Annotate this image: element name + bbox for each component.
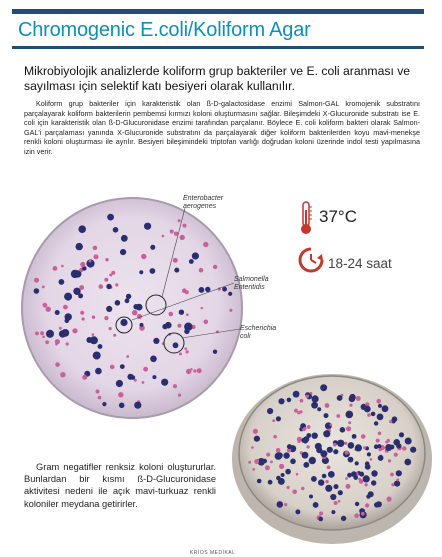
blue-colony [150,245,155,250]
pink-colony [199,268,204,273]
blue-colony [353,475,358,480]
blue-colony [309,495,313,499]
blue-colony [317,407,321,411]
blue-colony [313,502,319,508]
pink-colony [292,490,297,495]
blue-colony [325,485,332,492]
pink-colony [370,458,373,461]
pink-colony [354,513,359,518]
pink-colony [113,334,116,337]
blue-colony [337,440,344,447]
pink-colony [34,278,39,283]
blue-colony [318,479,324,485]
body-paragraph: Koliform grup bakteriler için karakteristik olan ß-D-galactosidase enzimi Salmon-GAL kromojenik substratını parçalayarak koliform bakterilerin pembemsi kırmızı koloni oluşturmasını sağlar. Bileşimdeki X-Glucuronide substratı ise E. coli için karakteristik olan ß-D-Glucuronidase enzimi tarafından parçalanır. Böylece E. coli koliform bakteri olarak Salmon-GAL'i parçalaması yanında X-Glucuronide substratını da parçalayarak diğer koliform bakterilerden koyu mavi-menekşe renkli koloni oluşturması ile ayrılır. Besiyeri bileşimindeki triptofan varlığı doğrudan koloni üzerinde indol testi yapılmasına izin verir. [24,99,420,156]
pink-colony [345,477,348,480]
blue-colony [330,494,336,500]
blue-colony [331,510,335,514]
blue-colony [347,473,352,478]
pink-colony [306,445,309,448]
blue-colony [139,270,143,274]
annotation-salmonella [234,276,269,292]
blue-colony [120,319,127,326]
pink-colony [376,399,381,404]
blue-colony [106,306,112,312]
pink-colony [266,453,270,457]
blue-colony [359,472,364,477]
blue-colony [371,480,376,485]
pink-colony [55,362,60,367]
pink-colony [367,413,371,417]
pink-colony [104,316,108,320]
pink-colony [378,432,382,436]
pink-colony [330,424,333,427]
pink-colony [301,487,304,490]
pink-colony [273,435,277,439]
blue-colony [346,411,354,419]
pink-colony [110,365,115,370]
blue-colony [283,452,289,458]
pink-colony [387,497,392,502]
pink-colony [179,352,182,355]
bottom-note: Gram negatifler renksiz koloni oluştururlar. Bunlardan bir kısmı ß-D-Glucuronidase aktivitesi nedeni ile açık mavi-turkuaz renkli koloniler meydana getirirler. [24,462,216,509]
pink-colony [336,414,340,418]
blue-colony [348,457,354,463]
blue-colony [228,292,232,296]
pink-colony [346,426,351,431]
blue-colony [312,395,319,402]
blue-colony [322,474,327,479]
blue-colony [173,342,179,348]
pink-colony [297,437,302,442]
blue-colony [355,502,359,506]
pink-colony [60,372,65,377]
pink-colony [193,369,196,372]
blue-colony [120,364,125,369]
pink-colony [348,421,351,424]
blue-colony [303,462,309,468]
pink-colony [325,403,330,408]
blue-colony [327,447,332,452]
blue-colony [262,459,267,464]
pink-colony [389,420,392,423]
pink-colony [174,232,178,236]
pink-colony [345,451,349,455]
pink-colony [126,355,129,358]
pink-colony [307,425,311,429]
blue-colony [334,484,339,489]
blue-colony [257,479,262,484]
pink-colony [82,375,87,380]
pink-colony [300,399,304,403]
header-top-bar [12,9,424,14]
pink-colony [197,368,202,373]
pink-colony [364,483,367,486]
pink-colony [183,224,187,228]
blue-colony [71,270,79,278]
blue-colony [363,475,370,482]
pink-colony [35,332,39,336]
blue-colony [290,459,296,465]
blue-colony [293,391,300,398]
blue-colony [374,421,378,425]
pink-colony [186,313,189,316]
pink-colony [358,478,361,481]
pink-colony [319,511,323,515]
blue-colony [107,214,114,221]
pink-colony [306,395,309,398]
blue-colony [349,394,355,400]
blue-colony [371,470,377,476]
blue-colony [184,323,192,331]
pink-colony [287,486,290,489]
blue-colony [311,476,317,482]
blue-colony [131,375,136,380]
blue-colony [278,398,284,404]
blue-colony [78,293,83,298]
pink-colony [93,246,98,251]
blue-colony [378,404,382,408]
pink-colony [284,503,287,506]
pink-colony [59,327,62,330]
blue-colony [396,443,401,448]
blue-colony [377,444,381,448]
annotation-enterobacter [183,195,223,211]
pink-colony [186,350,189,353]
pink-colony [333,443,337,447]
incubation-time: 18-24 saat [328,256,392,271]
pink-colony [327,466,331,470]
pink-colony [363,446,366,449]
pink-colony [178,219,181,222]
blue-colony [366,495,370,499]
blue-colony [341,516,346,521]
pink-colony [96,390,100,394]
footer-brand: KRİOS MEDİKAL [190,550,236,556]
pink-colony [201,307,203,309]
pink-colony [142,381,145,384]
blue-colony [390,445,395,450]
annotation-salmonella-genus: Salmonella [234,276,269,283]
blue-colony [337,395,343,401]
annotation-salmonella-species: Enteritidis [234,284,265,291]
blue-colony [95,368,102,375]
blue-colony [320,384,327,391]
pink-colony [109,327,112,330]
pink-colony [173,258,178,263]
pink-colony [143,367,148,372]
pink-colony [279,464,284,469]
pink-colony [300,410,303,413]
pink-colony [80,311,84,315]
pink-colony [272,419,275,422]
petri-dish-photo [230,361,435,546]
blue-colony [311,402,318,409]
blue-colony [281,473,285,477]
blue-colony [76,243,83,250]
blue-colony [125,298,130,303]
pink-colony [141,254,146,259]
pink-colony [386,439,390,443]
blue-colony [405,438,412,445]
pink-colony [265,465,270,470]
pink-colony [254,459,259,464]
blue-colony [365,461,370,466]
blue-colony [312,433,318,439]
blue-colony [150,268,156,274]
blue-colony [121,235,128,242]
blue-colony [302,452,309,459]
temperature-value: 37°C [319,207,357,226]
blue-colony [267,408,273,414]
pink-colony [338,500,341,503]
annotation-escherichia-species: coli [240,333,251,340]
blue-colony [134,402,141,409]
clock-icon [297,246,325,274]
blue-colony [338,490,343,495]
blue-colony [287,398,292,403]
blue-colony [165,322,172,329]
pink-colony [344,442,347,445]
pink-colony [229,309,232,312]
blue-colony [309,457,316,464]
pink-colony [66,342,69,345]
pink-colony [346,484,351,489]
blue-colony [394,481,400,487]
pink-colony [118,392,123,397]
pink-colony [248,461,251,464]
blue-colony [355,461,359,465]
blue-colony [333,449,338,454]
pink-colony [178,394,181,397]
blue-colony [278,478,285,485]
blue-colony [254,436,260,442]
header-divider [12,46,424,49]
pink-colony [46,307,51,312]
blue-colony [98,344,103,349]
blue-colony [378,455,384,461]
pink-colony [72,328,77,333]
blue-colony [295,509,300,514]
annotation-escherichia-genus: Escherichia [240,325,277,332]
blue-colony [119,403,125,409]
blue-colony [136,304,143,311]
blue-colony [126,294,131,299]
blue-colony [93,352,101,360]
blue-colony [324,413,329,418]
pink-colony [80,262,85,267]
pink-colony [99,284,104,289]
pink-colony [63,305,68,310]
blue-colony [102,402,106,406]
page-title: Chromogenic E.coli/Koliform Agar [18,19,311,41]
blue-colony [64,293,72,301]
blue-colony [396,470,402,476]
pink-colony [376,439,380,443]
pink-colony [89,260,92,263]
blue-colony [340,427,346,433]
blue-colony [276,416,281,421]
blue-colony [192,252,199,259]
pink-colony [394,453,398,457]
pink-colony [53,266,58,271]
pink-colony [303,427,306,430]
blue-colony [355,444,362,451]
petri-dish-illustration [12,188,252,428]
pink-colony [170,230,174,234]
blue-colony [404,459,411,466]
blue-colony [205,287,210,292]
blue-colony [161,379,168,386]
blue-colony [34,288,40,294]
pink-colony [162,235,165,238]
pink-colony [173,384,177,388]
pink-colony [349,404,352,407]
pink-colony [252,468,255,471]
pink-colony [45,340,49,344]
pink-colony [253,429,258,434]
pink-colony [184,347,187,350]
blue-colony [152,375,156,379]
blue-colony [287,444,292,449]
blue-colony [348,442,355,449]
pink-colony [270,461,273,464]
blue-colony [377,414,384,421]
pink-colony [361,512,365,516]
pink-colony [388,459,391,462]
annotation-enterobacter-genus: Enterobacter [183,195,224,202]
blue-colony [315,443,322,450]
pink-colony [213,265,217,269]
blue-colony [303,439,308,444]
blue-colony [199,287,205,293]
pink-colony [396,478,399,481]
blue-colony [268,480,273,485]
blue-colony [113,227,119,233]
blue-colony [364,406,371,413]
blue-colony [376,501,382,507]
blue-colony [179,310,184,315]
pink-colony [177,324,181,328]
pink-colony [204,320,209,325]
pink-colony [251,446,254,449]
blue-colony [285,469,291,475]
pink-colony [42,286,45,289]
blue-colony [318,517,323,522]
blue-colony [277,452,283,458]
lead-paragraph: Mikrobiyolojik analizlerde koliform grup bakteriler ve E. coli aranması ve sayılması için selektif katı besiyeri olarak kullanılır. [24,64,411,93]
blue-colony [399,432,404,437]
pink-colony [40,331,44,335]
pink-colony [325,480,328,483]
blue-colony [323,430,330,437]
thermometer-icon [297,200,315,236]
pink-colony [186,369,191,374]
blue-colony [328,471,335,478]
pink-colony [132,310,138,316]
pink-colony [104,278,108,282]
blue-colony [150,356,157,363]
blue-colony [59,279,65,285]
pink-colony [92,333,95,336]
blue-colony [144,223,151,230]
blue-colony [352,434,357,439]
pink-colony [105,258,108,261]
pink-colony [115,283,118,286]
blue-colony [78,225,86,233]
blue-colony [115,300,121,306]
pink-colony [390,473,394,477]
blue-colony [59,330,66,337]
pink-colony [402,446,406,450]
pink-colony [180,235,185,240]
blue-colony [213,350,217,354]
pink-colony [82,317,85,320]
pink-colony [361,434,366,439]
blue-colony [65,319,70,324]
blue-colony [189,259,194,264]
pink-colony [92,316,95,319]
annotation-enterobacter-species: aerogenes [183,203,217,210]
pink-colony [203,242,208,247]
blue-colony [371,412,376,417]
blue-colony [120,249,126,255]
blue-colony [277,501,284,508]
blue-colony [174,268,179,273]
pink-colony [61,265,64,268]
blue-colony [55,310,60,315]
pink-colony [109,274,112,277]
blue-colony [153,338,159,344]
blue-colony [90,336,98,344]
blue-colony [116,380,123,387]
pink-colony [42,336,45,339]
blue-colony [46,330,54,338]
blue-colony [106,284,111,289]
pink-colony [296,473,299,476]
pink-colony [94,254,99,259]
pink-colony [98,396,102,400]
pink-colony [55,343,58,346]
blue-colony [382,405,389,412]
pink-colony [169,312,174,317]
pink-colony [276,448,281,453]
blue-colony [410,447,416,453]
pink-colony [182,288,187,293]
annotation-escherichia [240,325,276,341]
pink-colony [356,396,361,401]
pink-colony [365,503,369,507]
pink-colony [79,285,84,290]
pink-colony [334,501,338,505]
blue-colony [367,452,371,456]
blue-colony [222,287,227,292]
blue-colony [140,323,144,327]
pink-colony [43,303,48,308]
